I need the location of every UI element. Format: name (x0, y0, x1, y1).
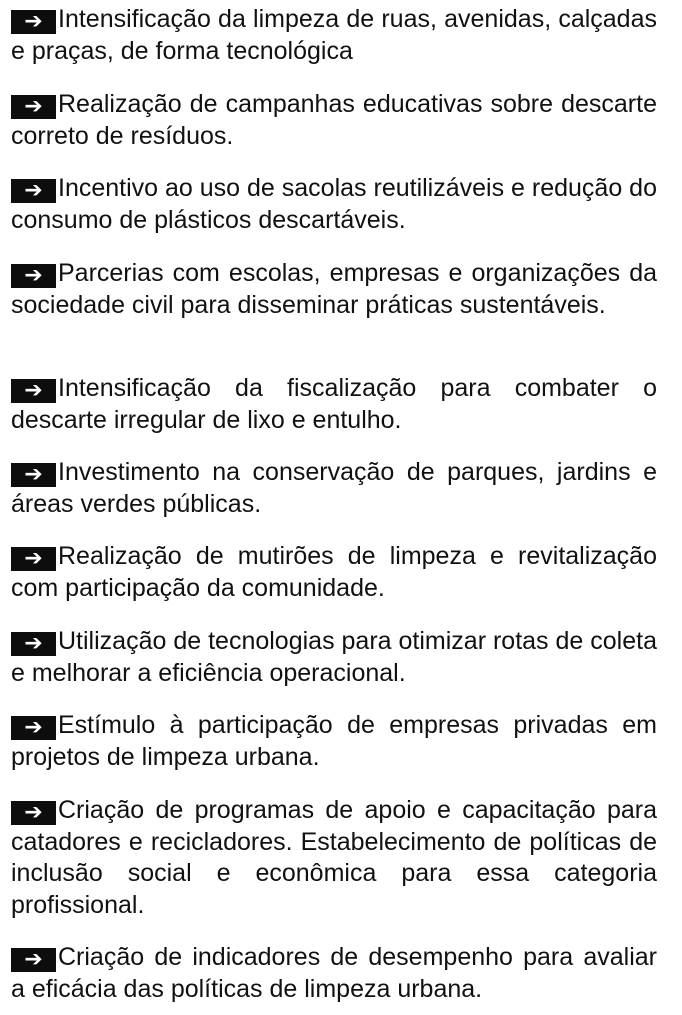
arrow-icon: ➔ (11, 632, 56, 656)
arrow-icon: ➔ (11, 379, 56, 403)
list-item (11, 373, 657, 436)
list-item-text: Estímulo à participação de empresas privadas em projetos de limpeza urbana. (11, 711, 657, 771)
list-item-text: Intensificação da limpeza de ruas, avenidas, calçadas e praças, de forma tecnológica (11, 5, 657, 65)
list-item (11, 942, 657, 1005)
arrow-icon: ➔ (11, 95, 56, 119)
arrow-icon: ➔ (11, 264, 56, 288)
list-item-text: Criação de programas de apoio e capacitação para catadores e recicladores. Estabelecimento de políticas de inclusão social e econômica para essa categoria profissional. (11, 796, 657, 919)
arrow-icon: ➔ (11, 179, 56, 203)
list-item-text: Investimento na conservação de parques, jardins e áreas verdes públicas. (11, 458, 657, 518)
list-item (11, 89, 657, 152)
list-item-text: Incentivo ao uso de sacolas reutilizáveis e redução do consumo de plásticos descartáveis. (11, 174, 657, 234)
arrow-icon: ➔ (11, 547, 56, 571)
list-item (11, 626, 657, 689)
list-item-text: Utilização de tecnologias para otimizar rotas de coleta e melhorar a eficiência operacional. (11, 627, 657, 687)
list-item (11, 710, 657, 773)
list-item (11, 258, 657, 321)
arrow-icon: ➔ (11, 801, 56, 825)
list-item (11, 173, 657, 236)
list-item-text: Realização de campanhas educativas sobre descarte correto de resíduos. (11, 90, 657, 150)
list-item (11, 4, 657, 67)
list-item-text: Realização de mutirões de limpeza e revitalização com participação da comunidade. (11, 542, 657, 602)
list-item-text: Parcerias com escolas, empresas e organizações da sociedade civil para disseminar práticas sustentáveis. (11, 259, 657, 319)
list-item (11, 457, 657, 520)
arrow-icon: ➔ (11, 716, 56, 740)
list-item (11, 541, 657, 604)
list-item-text: Intensificação da fiscalização para combater o descarte irregular de lixo e entulho. (11, 374, 657, 434)
arrow-icon: ➔ (11, 463, 56, 487)
list-item-text: Criação de indicadores de desempenho para avaliar a eficácia das políticas de limpeza urbana. (11, 943, 657, 1003)
arrow-icon: ➔ (11, 948, 56, 972)
arrow-icon: ➔ (11, 10, 56, 34)
list-item (11, 795, 657, 921)
